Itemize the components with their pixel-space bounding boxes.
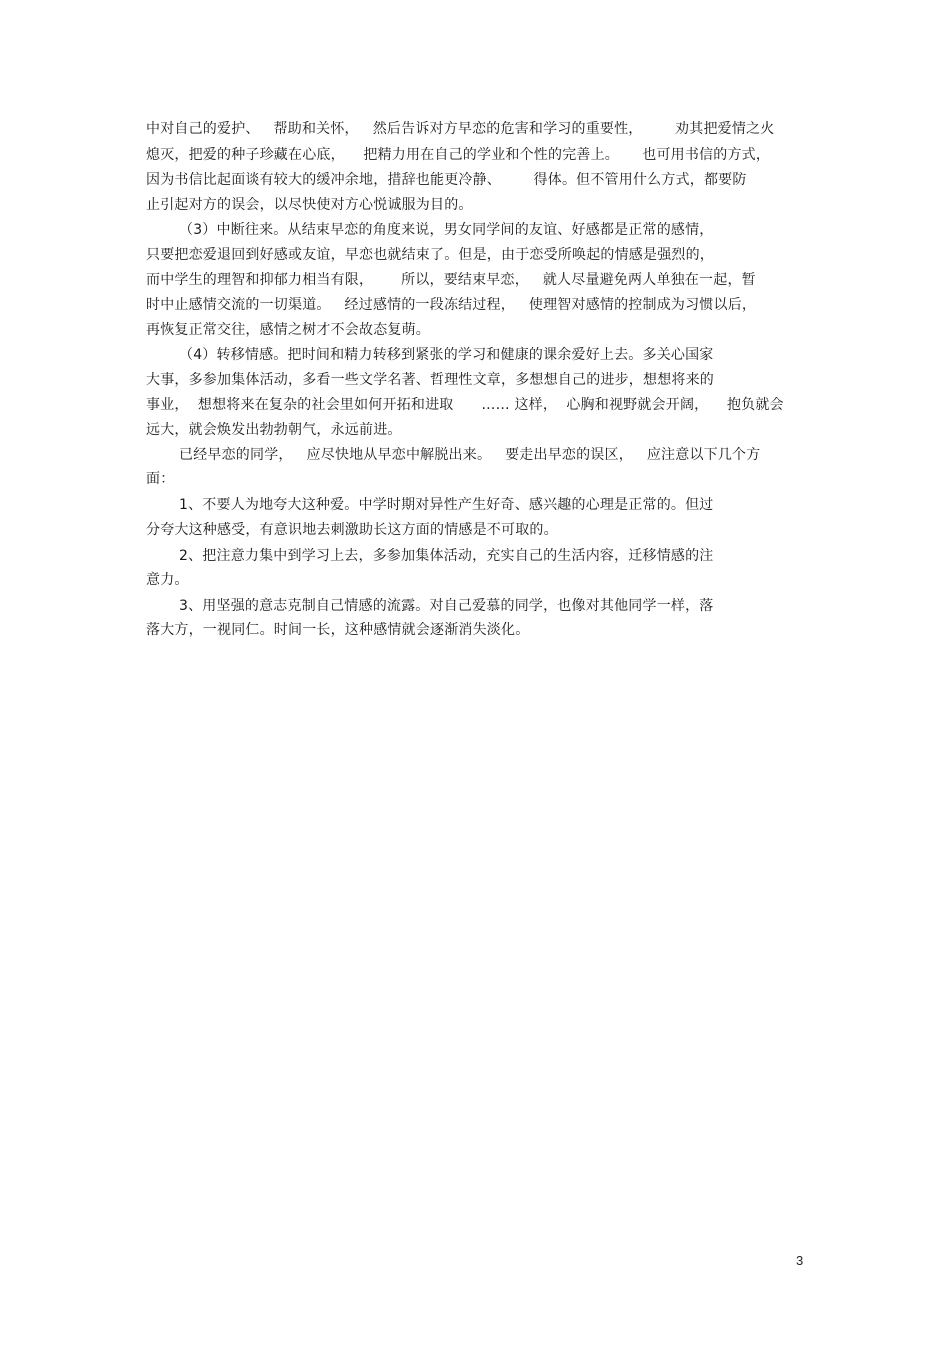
- text-line: 意力。: [146, 572, 189, 588]
- text-line: 面：: [146, 471, 175, 487]
- text-line: （4）转移情感。把时间和精力转移到紧张的学习和健康的课余爱好上去。多关心国家: [179, 347, 714, 363]
- text-line: 3、用坚强的意志克制自己情感的流露。对自己爱慕的同学，也像对其他同学一样，落: [179, 598, 714, 614]
- text-line: 止引起对方的误会，以尽快使对方心悦诚服为目的。: [146, 197, 473, 213]
- text-line: 1、不要人为地夸大这种爱。中学时期对异性产生好奇、感兴趣的心理是正常的。但过: [179, 497, 714, 513]
- text-line: 时中止感情交流的一切渠道。 经过感情的一段冻结过程， 使理智对感情的控制成为习惯以后，: [146, 297, 757, 313]
- page-number: 3: [796, 1253, 804, 1268]
- text-line: （3）中断往来。从结束早恋的角度来说，男女同学间的友谊、好感都是正常的感情，: [179, 222, 714, 238]
- text-line: 因为书信比起面谈有较大的缓冲余地，措辞也能更冷静、 得体。但不管用什么方式，都要防: [146, 172, 747, 188]
- text-line: 分夸大这种感受，有意识地去刺激助长这方面的情感是不可取的。: [146, 522, 558, 538]
- text-line: 再恢复正常交往，感情之树才不会故态复萌。: [146, 322, 430, 338]
- text-line: 落大方，一视同仁。时间一长，这种感情就会逐渐消失淡化。: [146, 622, 530, 638]
- text-line: 大事，多参加集体活动，多看一些文学名著、哲理性文章，多想想自己的进步，想想将来的: [146, 372, 714, 388]
- text-line: 只要把恋爱退回到好感或友谊，早恋也就结束了。但是，由于恋受所唤起的情感是强烈的，: [146, 247, 714, 263]
- text-line: 中对自己的爱护、 帮助和关怀， 然后告诉对方早恋的危害和学习的重要性， 劝其把爱情之火: [146, 121, 775, 137]
- text-line: 远大，就会焕发出勃勃朝气，永远前进。: [146, 422, 402, 438]
- text-line: 而中学生的理智和抑郁力相当有限， 所以，要结束早恋， 就人尽量避免两人单独在一起，暂: [146, 272, 756, 288]
- text-line: 已经早恋的同学， 应尽快地从早恋中解脱出来。 要走出早恋的误区， 应注意以下几个方: [179, 447, 761, 463]
- text-line: 事业， 想想将来在复杂的社会里如何开拓和进取 …… 这样， 心胸和视野就会开阔， 抱负就会: [146, 397, 784, 413]
- text-line: 2、把注意力集中到学习上去，多参加集体活动，充实自己的生活内容，迁移情感的注: [179, 548, 714, 564]
- text-line: 熄灭，把爱的种子珍藏在心底， 把精力用在自己的学业和个性的完善上。 也可用书信的方式，: [146, 147, 771, 163]
